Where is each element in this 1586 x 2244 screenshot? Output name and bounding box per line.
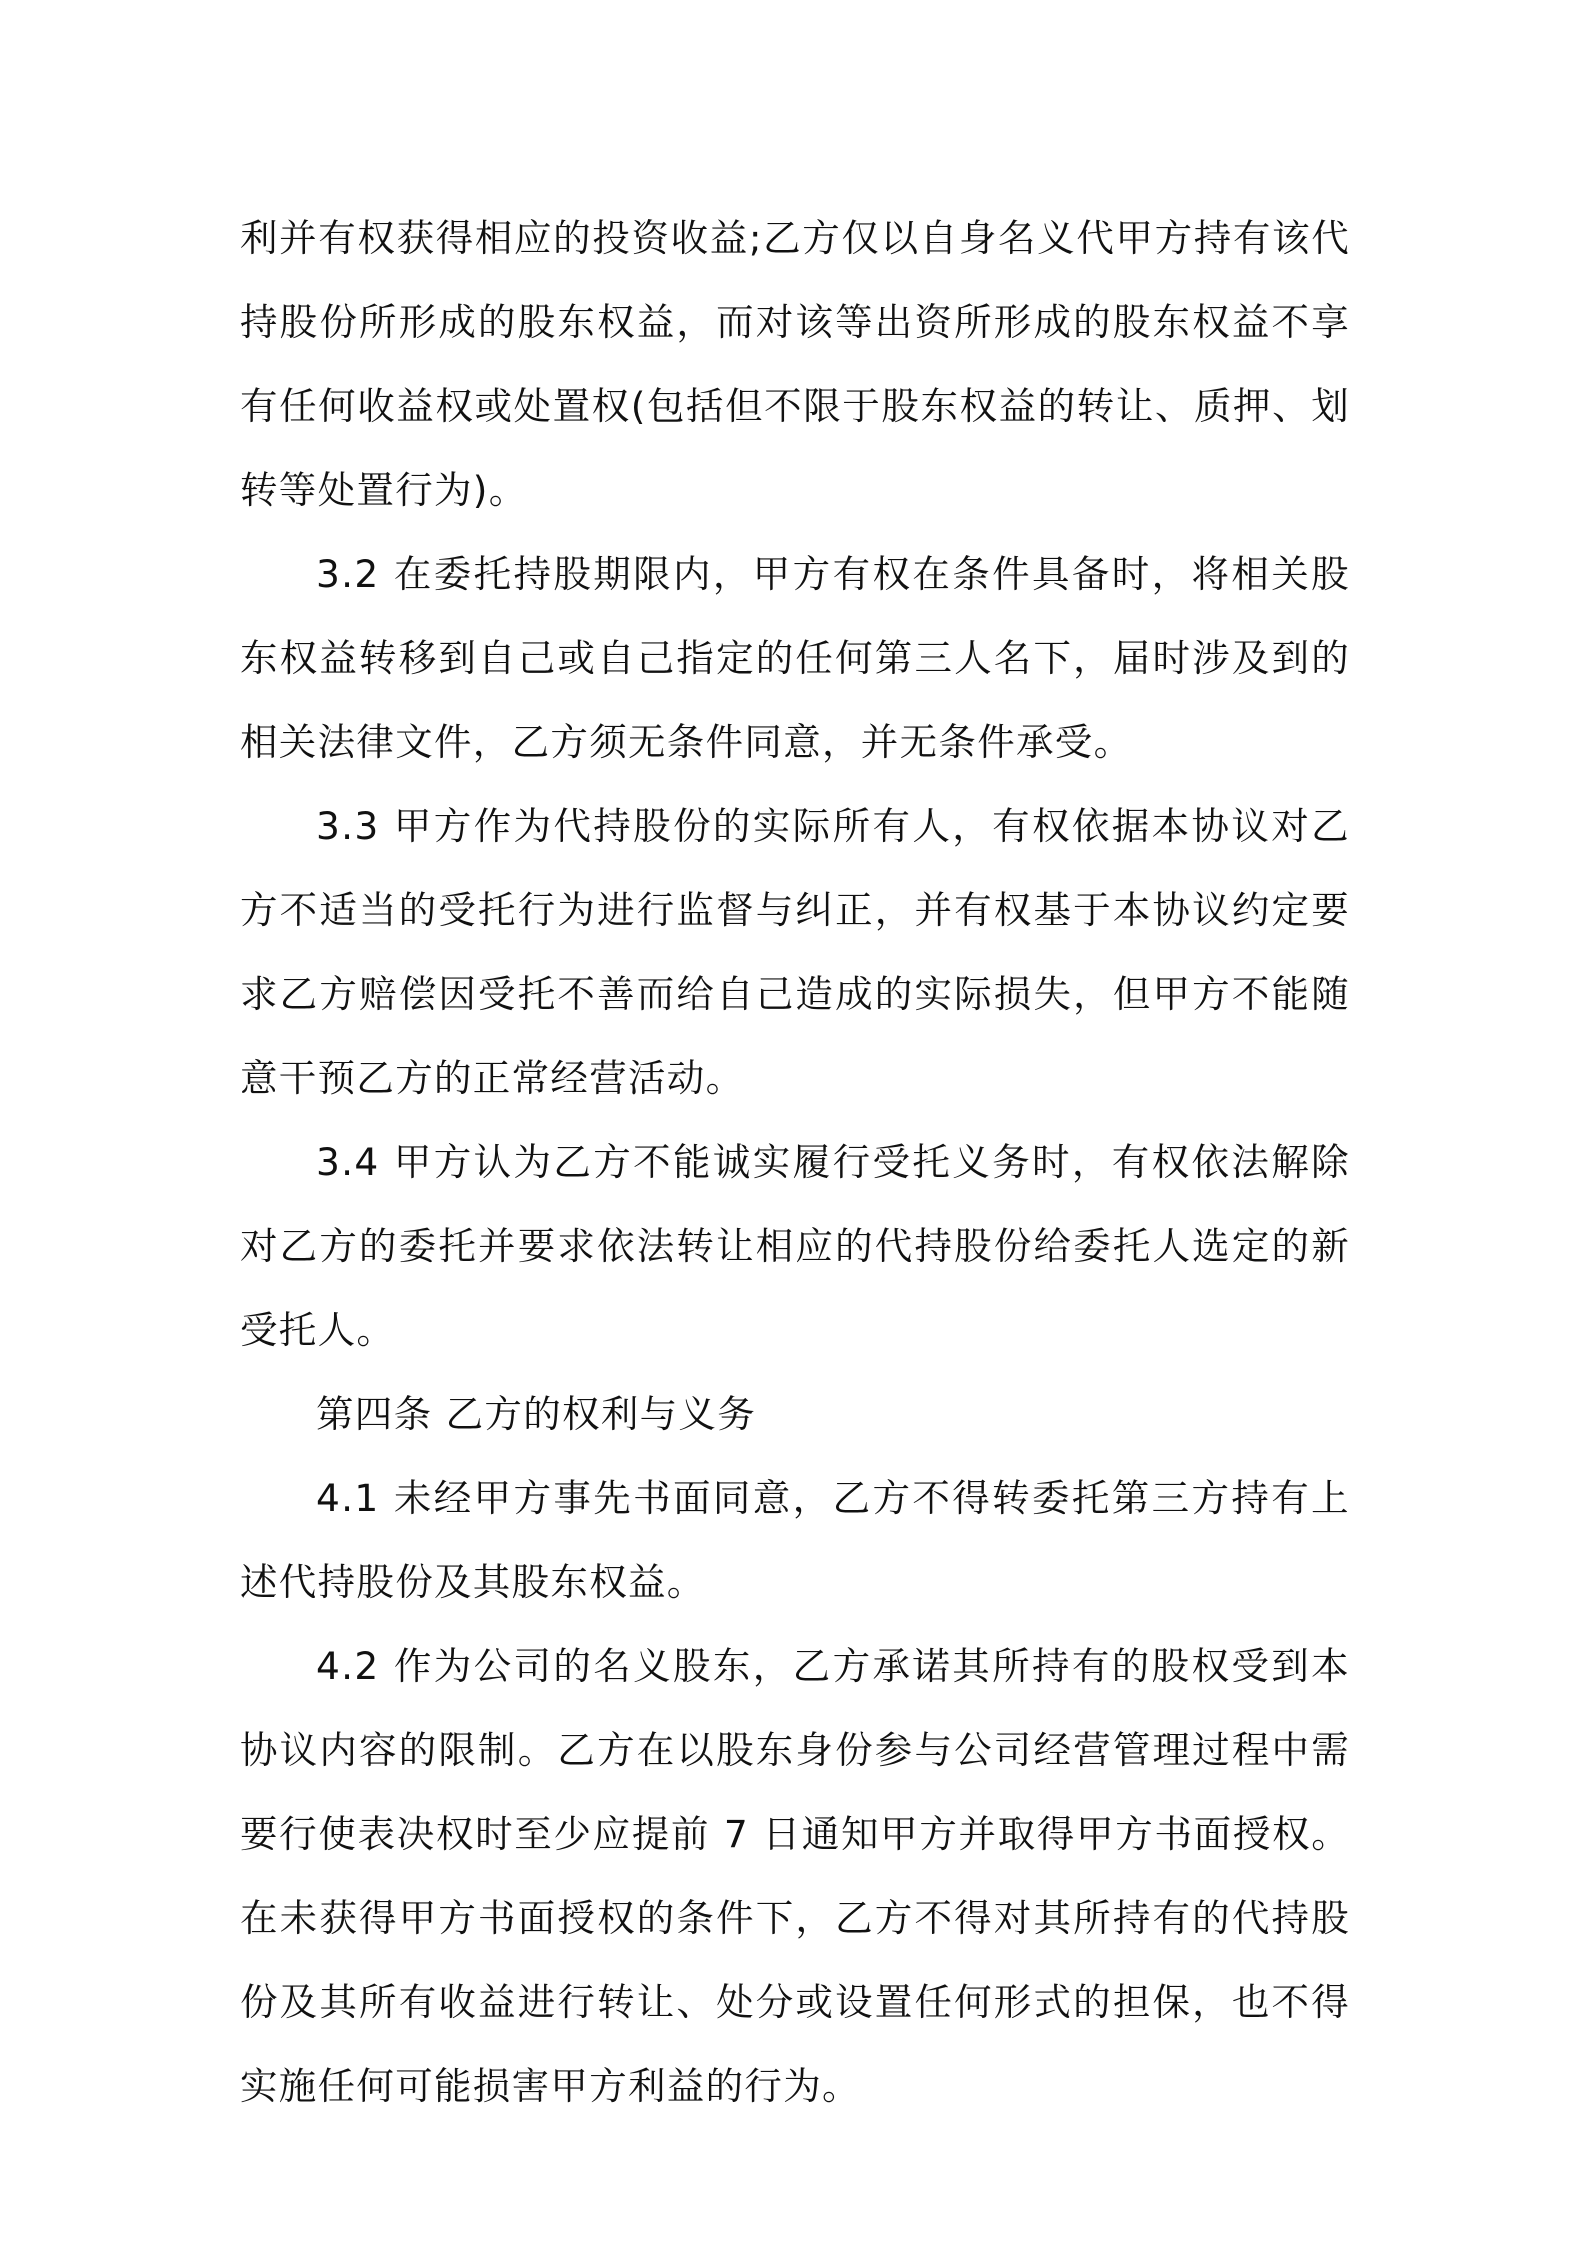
paragraph-3-2: 3.2 在委托持股期限内，甲方有权在条件具备时，将相关股东权益转移到自己或自己指定的任何第三人名下，届时涉及到的相关法律文件，乙方须无条件同意，并无条件承受。 — [240, 552, 1350, 764]
paragraph-3-3: 3.3 甲方作为代持股份的实际所有人，有权依据本协议对乙方不适当的受托行为进行监督与纠正，并有权基于本协议约定要求乙方赔偿因受托不善而给自己造成的实际损失，但甲方不能随意干预乙方的正常经营活动。 — [240, 804, 1350, 1100]
paragraph-4-1: 4.1 未经甲方事先书面同意，乙方不得转委托第三方持有上述代持股份及其股东权益。 — [240, 1476, 1350, 1604]
paragraph-3-4: 3.4 甲方认为乙方不能诚实履行受托义务时，有权依法解除对乙方的委托并要求依法转让相应的代持股份给委托人选定的新受托人。 — [240, 1140, 1350, 1352]
document-body — [240, 196, 1350, 2128]
paragraph-continuation: 利并有权获得相应的投资收益;乙方仅以自身名义代甲方持有该代持股份所形成的股东权益，而对该等出资所形成的股东权益不享有任何收益权或处置权(包括但不限于股东权益的转让、质押、划转等处置行为)。 — [240, 216, 1350, 512]
paragraph-4-2: 4.2 作为公司的名义股东，乙方承诺其所持有的股权受到本协议内容的限制。乙方在以股东身份参与公司经营管理过程中需要行使表决权时至少应提前 7 日通知甲方并取得甲方书面授权。在未获得甲方书面授权的条件下，乙方不得对其所持有的代持股份及其所有收益进行转让、处分或设置任何形式的担保，也不得实施任何可能损害甲方利益的行为。 — [240, 1644, 1350, 2108]
article-heading: 第四条 乙方的权利与义务 — [316, 1392, 757, 1436]
